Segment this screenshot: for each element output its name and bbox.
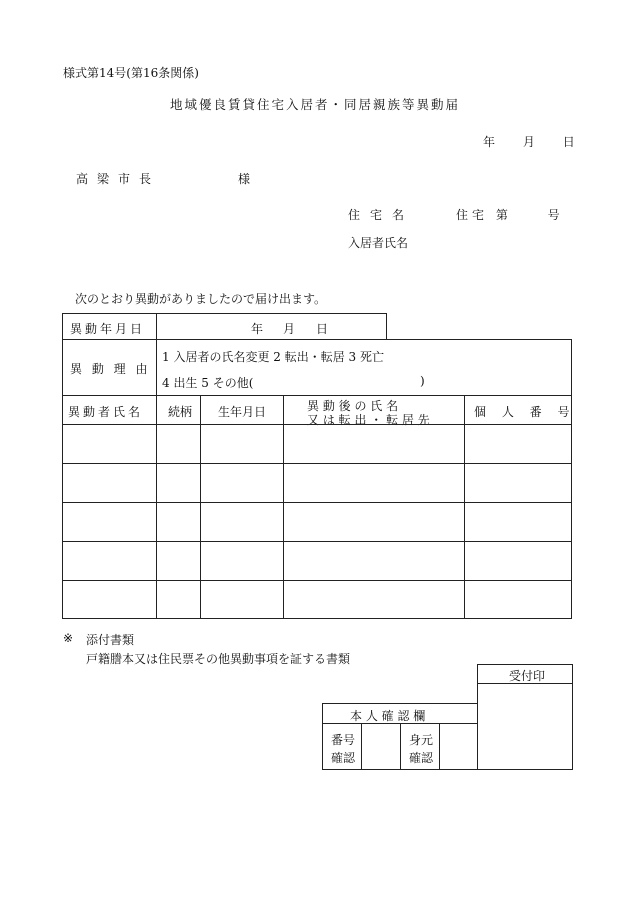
row-4-relation[interactable] bbox=[156, 541, 201, 581]
date-year-label: 年 bbox=[483, 135, 496, 149]
row-1-name[interactable] bbox=[62, 424, 157, 464]
identity-check-label-2: 確認 bbox=[409, 751, 434, 765]
date-value-cell[interactable] bbox=[156, 313, 387, 340]
receipt-stamp-label: 受付印 bbox=[509, 669, 546, 683]
row-3-after[interactable] bbox=[283, 502, 465, 542]
date-label: 異動年月日 bbox=[70, 322, 146, 336]
change-table bbox=[62, 313, 576, 619]
housing-name-label: 住宅名 bbox=[348, 208, 415, 222]
housing-number-suffix: 号 bbox=[547, 208, 560, 222]
receipt-stamp-area[interactable] bbox=[477, 683, 573, 770]
housing-number-label: 住宅 第 bbox=[456, 208, 512, 222]
number-check-label-2: 確認 bbox=[331, 751, 356, 765]
date-day-label: 日 bbox=[562, 135, 575, 149]
note-title: 添付書類 bbox=[86, 633, 135, 647]
row-2-name[interactable] bbox=[62, 463, 157, 503]
row-3-personal-number[interactable] bbox=[464, 502, 572, 542]
row-1-birthdate[interactable] bbox=[200, 424, 284, 464]
page-title: 地域優良賃貸住宅入居者・同居親族等異動届 bbox=[169, 97, 460, 112]
reason-options-line2: 4 出生 5 その他( bbox=[162, 376, 254, 390]
row-2-birthdate[interactable] bbox=[200, 463, 284, 503]
intro-text: 次のとおり異動がありましたので届け出ます。 bbox=[75, 292, 327, 306]
identity-check-title: 本 人 確 認 欄 bbox=[350, 709, 426, 723]
addressee-name: 高梁市長 bbox=[76, 172, 161, 186]
date-value-month: 月 bbox=[283, 322, 296, 336]
reason-options-close: ) bbox=[420, 374, 425, 388]
reason-options-line1: 1 入居者の氏名変更 2 転出・転居 3 死亡 bbox=[162, 350, 384, 364]
submission-date bbox=[483, 133, 575, 150]
row-3-relation[interactable] bbox=[156, 502, 201, 542]
identity-check-label-1: 身元 bbox=[409, 733, 434, 747]
row-1-personal-number[interactable] bbox=[464, 424, 572, 464]
row-2-after[interactable] bbox=[283, 463, 465, 503]
addressee-honorific: 様 bbox=[238, 172, 251, 186]
reason-label: 異 動 理 由 bbox=[70, 362, 151, 376]
form-number: 様式第14号(第16条関係) bbox=[63, 66, 199, 80]
housing-number bbox=[456, 206, 560, 223]
row-5-relation[interactable] bbox=[156, 580, 201, 619]
number-check-value-cell[interactable] bbox=[361, 723, 401, 770]
note-body: 戸籍謄本又は住民票その他異動事項を証する書類 bbox=[86, 652, 351, 666]
row-1-relation[interactable] bbox=[156, 424, 201, 464]
col-header-personal-number-text: 個 人 番 号 bbox=[474, 405, 576, 419]
row-4-birthdate[interactable] bbox=[200, 541, 284, 581]
row-2-personal-number[interactable] bbox=[464, 463, 572, 503]
date-value-year: 年 bbox=[251, 322, 264, 336]
date-month-label: 月 bbox=[522, 135, 535, 149]
row-5-name[interactable] bbox=[62, 580, 157, 619]
resident-name-label: 入居者氏名 bbox=[348, 236, 409, 250]
col-header-relation-text: 続柄 bbox=[168, 405, 193, 419]
note-mark: ※ bbox=[63, 631, 74, 645]
number-check-label-1: 番号 bbox=[331, 733, 356, 747]
row-2-relation[interactable] bbox=[156, 463, 201, 503]
date-value-day: 日 bbox=[316, 322, 329, 336]
row-3-birthdate[interactable] bbox=[200, 502, 284, 542]
row-5-birthdate[interactable] bbox=[200, 580, 284, 619]
row-5-personal-number[interactable] bbox=[464, 580, 572, 619]
row-3-name[interactable] bbox=[62, 502, 157, 542]
row-4-name[interactable] bbox=[62, 541, 157, 581]
row-4-after[interactable] bbox=[283, 541, 465, 581]
col-header-after-line2: 又 は 転 出 ・ 転 居 先 bbox=[307, 413, 430, 427]
col-header-after-line1: 異 動 後 の 氏 名 bbox=[307, 399, 399, 413]
col-header-name-text: 異動者氏名 bbox=[68, 405, 144, 419]
row-5-after[interactable] bbox=[283, 580, 465, 619]
row-4-personal-number[interactable] bbox=[464, 541, 572, 581]
identity-check-value-cell[interactable] bbox=[439, 723, 478, 770]
col-header-birthdate-text: 生年月日 bbox=[218, 405, 267, 419]
row-1-after[interactable] bbox=[283, 424, 465, 464]
